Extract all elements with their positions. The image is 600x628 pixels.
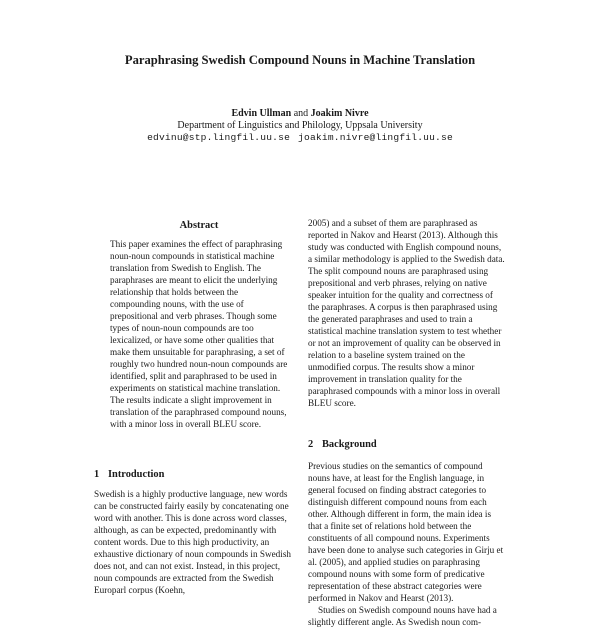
email-address: edvinu@stp.lingfil.uu.se (147, 132, 291, 143)
author-block (0, 108, 600, 144)
paper-title: Paraphrasing Swedish Compound Nouns in Machine Translation (124, 53, 476, 67)
section-heading-introduction (94, 469, 164, 480)
abstract-heading: Abstract (179, 220, 219, 231)
section-title: Background (322, 439, 377, 450)
background-body (308, 460, 506, 627)
affiliation: Department of Linguistics and Philology, Uppsala University (177, 120, 423, 131)
section-heading-background (308, 439, 377, 450)
section-number: 2 (308, 439, 314, 450)
right-column-continuation (308, 217, 506, 409)
section-title: Introduction (108, 469, 165, 480)
author-name: Joakim Nivre (310, 108, 369, 119)
author-emails (0, 132, 600, 144)
author-names (0, 108, 600, 120)
email-address: joakim.nivre@lingfil.uu.se (298, 132, 453, 143)
paragraph: Studies on Swedish compound nouns have had a slightly different angle. As Swedish noun com- (308, 605, 497, 627)
paragraph: Swedish is a highly productive language, new words can be constructed fairly easily by concatenating one word with another. This is done across word classes, although, as can be expected, predominantly with content words. Due to this high productivity, an exhaustive dictionary of noun compounds in Swedish does not, and can not exist. Instead, in this project, noun compounds are extracted from the Swedish Europarl corpus (Koehn, (94, 489, 291, 595)
abstract-text: This paper examines the effect of paraphrasing noun-noun compounds in statistical machine translation from Swedish to English. The paraphrases are meant to elicit the underlying relationship that holds between the compounding nouns, with the use of prepositional and verb phrases. Though some types of noun-noun compounds are too lexicalized, or have some other qualities that make them unsuitable for paraphrasing, a set of roughly two hundred noun-noun compounds are identified, split and paraphrased to be used in experiments on statistical machine translation. The results indicate a slight improvement in translation of the paraphrased compound nouns, with a minor loss in overall BLEU score. (110, 239, 288, 429)
paragraph: 2005) and a subset of them are paraphrased as reported in Nakov and Hearst (2013). Although this study was conducted with English compound nouns, a similar methodology is applied to the Swedish data. The split compound nouns are paraphrased using prepositional and verb phrases, relying on native speaker intuition for the quality and correctness of the paraphrases. A corpus is then paraphrased using the generated paraphrases and used to train a statistical machine translation system to test whether or not an improvement of quality can be observed in relation to a baseline system trained on the unmodified corpus. The results show a minor improvement in translation quality for the paraphrased compounds with a minor loss in overall BLEU score. (308, 218, 505, 408)
paragraph: Previous studies on the semantics of compound nouns have, at least for the English language, in general focused on finding abstract categories to distinguish different compound nouns from each other. Although different in form, the main idea is that a finite set of relations hold between the constituents of all compound nouns. Experiments have been done to analyse such categories in Girju et al. (2005), and applied studies on paraphrasing compound nouns with some form of predicative representation of these abstract categories were performed in Nakov and Hearst (2013). (308, 461, 504, 603)
author-join: and (293, 108, 309, 119)
author-name: Edvin Ullman (231, 108, 292, 119)
section-number: 1 (94, 469, 100, 480)
introduction-body (94, 488, 294, 600)
